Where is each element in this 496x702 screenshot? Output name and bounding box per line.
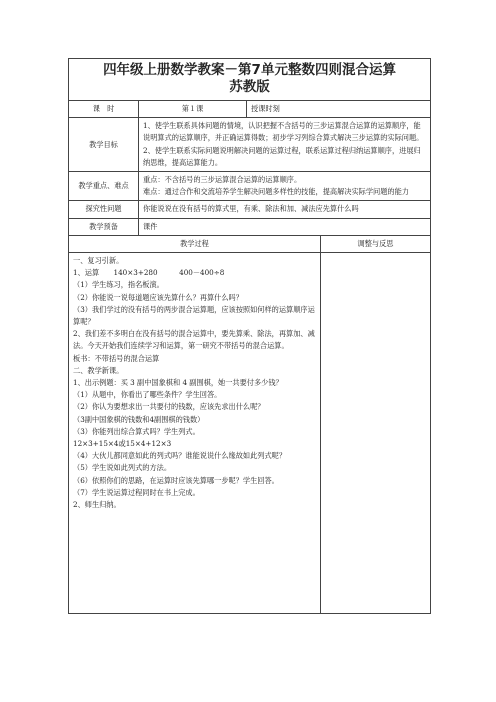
process-line: （3副中国象棋的钱数和4副围棋的钱数） — [73, 414, 205, 424]
title-row — [69, 59, 431, 101]
process-header-row — [69, 235, 431, 252]
inquiry-content: 你能说说在没有括号的算式里，有乘、除法和加、减法应先算什么吗 — [139, 201, 431, 218]
page-title — [69, 59, 431, 101]
lesson-label: 课 时 — [69, 101, 139, 118]
process-line: （2）你能说一说每道题应该先算什么？再算什么吗？ — [73, 292, 243, 302]
process-line: （3）我们学过的没有括号的两步混合运算题，应该按照如何样的运算顺序运算呢？ — [73, 304, 315, 327]
process-line: （2）你认为要想求出一共要付的钱数，应该先求出什么呢？ — [73, 402, 265, 412]
inquiry-row — [69, 201, 431, 218]
title-line-1: 四年级上册数学教案－第7单元整数四则混合运算 — [103, 62, 396, 78]
lesson-row — [69, 101, 431, 118]
title-line-2: 苏教版 — [229, 79, 270, 95]
reflect-header: 调整与反思 — [321, 235, 431, 252]
process-line: 2、我们差不多明白在没有括号的混合运算中，要先算乘、除法，再算加、减法。今天开始我们连续学习和运算，第一研究不带括号的混合运算。 — [73, 329, 315, 351]
process-line: （5）学生说如此列式的方法。 — [73, 463, 172, 473]
process-line: 12×3+15×4或15×4+12×3 — [73, 439, 172, 449]
lesson-plan-table — [68, 58, 431, 614]
process-header: 教学过程 — [69, 235, 321, 252]
process-line: 一、复习引新。 — [73, 256, 124, 266]
process-line: 二、教学新课。 — [73, 365, 124, 375]
process-line: 2、师生归纳。 — [73, 500, 121, 510]
prep-row — [69, 218, 431, 235]
process-line: （4）大伙儿都同意如此的列式吗？谁能说说什么缘故如此列式呢？ — [73, 451, 287, 461]
goals-content — [139, 118, 431, 172]
process-line: （3）你能列出综合算式吗？学生列式。 — [73, 426, 200, 436]
process-line: （1）从题中，你看出了哪些条件？学生回答。 — [73, 390, 222, 400]
goal-item-2: 2、使学生联系实际问题说明解决问题的运算过程，联系运算过程归纳运算顺序，进展归纳思维，提高运算能力。 — [143, 145, 421, 167]
process-line: （6）依照你们的思路，在运算时应该先算哪一步呢？学生回答。 — [73, 475, 279, 485]
goals-label: 教学目标 — [69, 118, 139, 172]
goal-item-1: 1、使学生联系具体问题的情境，认识把握不含括号的三步运算混合运算的运算顺序，能说明算式的运算顺序，并正确运算得数；初步学习列综合算式解决三步运算的实际问题。 — [143, 121, 424, 143]
lesson-plan-page — [68, 58, 430, 614]
process-line: （7）学生说运算过程同时在书上完成。 — [73, 487, 200, 497]
keypoints-content — [139, 172, 431, 201]
process-row — [69, 253, 431, 614]
process-line: 板书：不带括号的混合运算 — [73, 353, 160, 363]
reflect-content — [321, 253, 431, 614]
teach-time-label: 授课时刻 — [247, 101, 431, 118]
inquiry-label: 探究性问题 — [69, 201, 139, 218]
process-line: （1）学生练习，指名板演。 — [73, 280, 164, 290]
process-content — [69, 253, 321, 614]
keypoints-row — [69, 172, 431, 201]
goals-row — [69, 118, 431, 172]
prep-label: 教学预备 — [69, 218, 139, 235]
lesson-value: 第１课 — [139, 101, 247, 118]
prep-content: 课件 — [139, 218, 431, 235]
process-line: 1、出示例题：买 3 副中国象棋和 4 副围棋，她一共要付多少钱？ — [73, 378, 283, 388]
hard-point: 难点：通过合作和交流培养学生解决问题多样性的技能，提高解决实际学问题的能力 — [143, 187, 409, 197]
keypoints-label: 教学重点、难点 — [69, 172, 139, 201]
key-point: 重点：不含括号的三步运算混合运算的运算顺序。 — [143, 175, 302, 185]
process-line: 1、运算 140×3+280 400－400÷8 — [73, 268, 225, 278]
